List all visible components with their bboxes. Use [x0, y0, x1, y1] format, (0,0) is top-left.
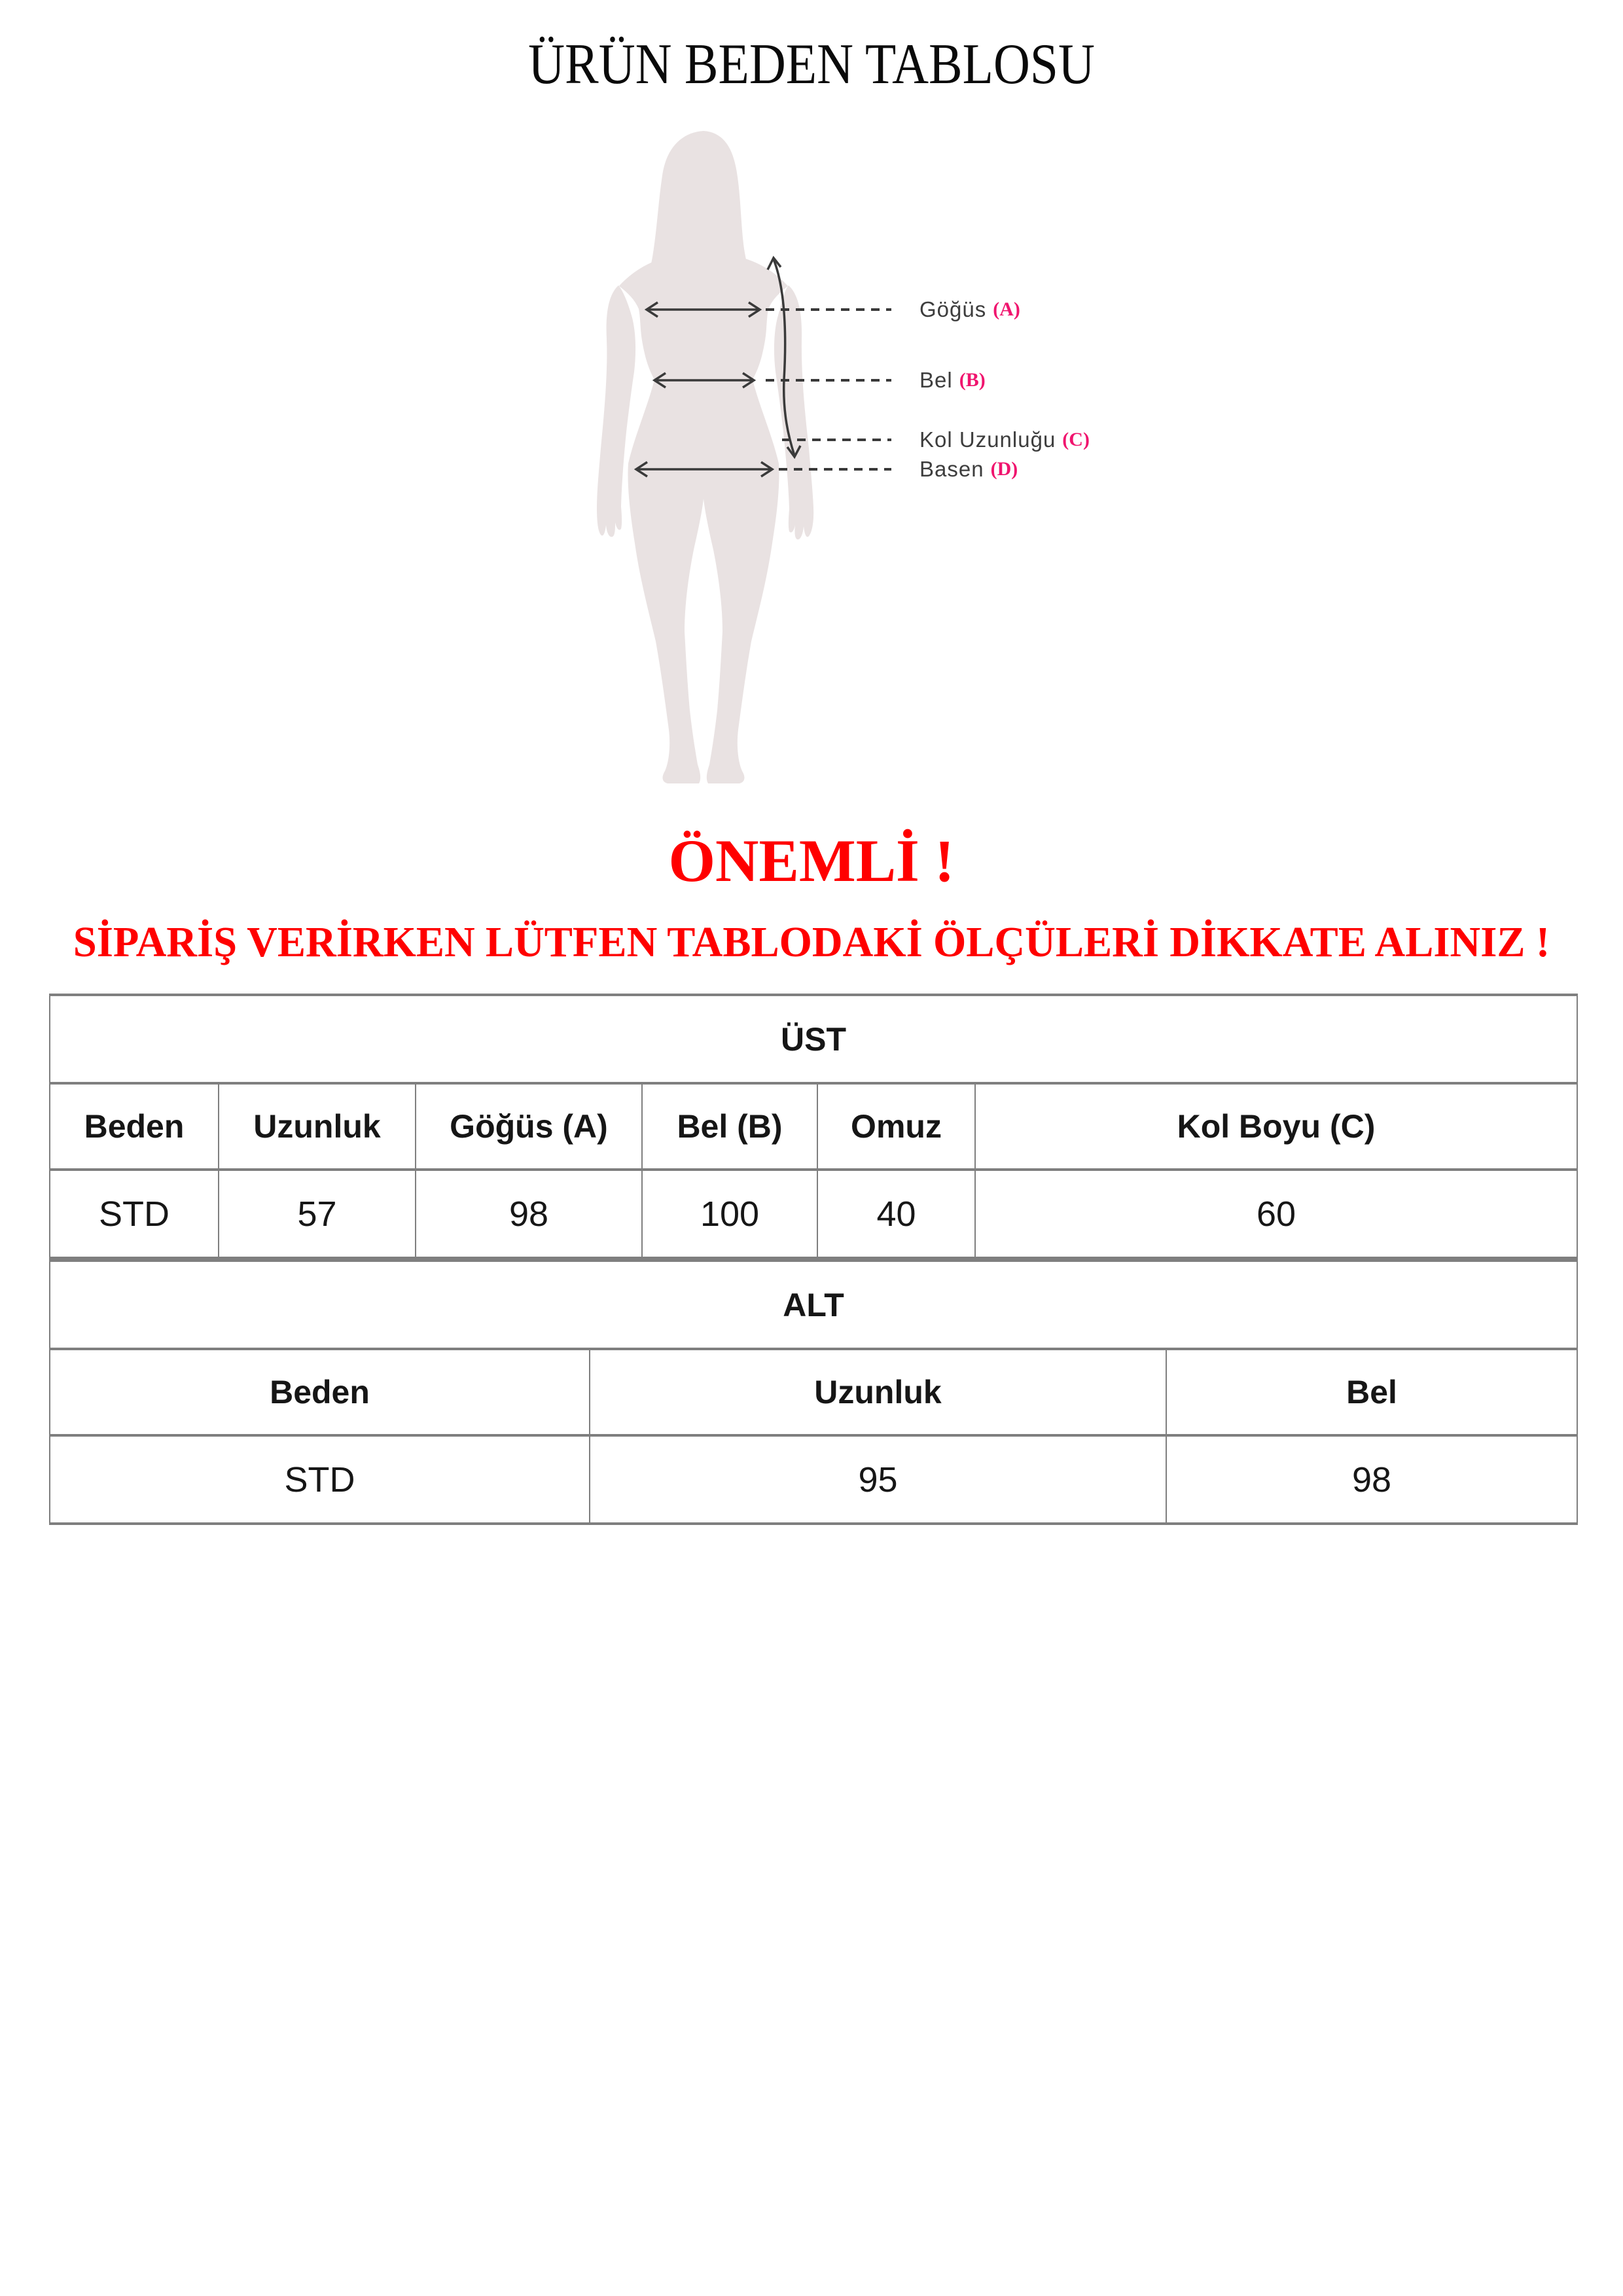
- page-title: ÜRÜN BEDEN TABLOSU: [528, 33, 1095, 96]
- ust-header-omuz: Omuz: [817, 1083, 975, 1170]
- silhouette-right-arm: [774, 285, 813, 539]
- ust-value-bel: 100: [642, 1170, 817, 1258]
- alt-value-beden: STD: [50, 1435, 590, 1524]
- measurement-label-hip: [919, 452, 1018, 486]
- waist-label-text: Bel: [919, 368, 953, 392]
- female-body-silhouette: [556, 118, 897, 798]
- warning-heading: ÖNEMLİ !: [668, 827, 955, 894]
- alt-header-bel: Bel: [1166, 1349, 1577, 1435]
- ust-header-uzunluk: Uzunluk: [219, 1083, 416, 1170]
- ust-header-gogus: Göğüs (A): [416, 1083, 642, 1170]
- hip-label-text: Basen: [919, 457, 984, 481]
- sleeve-label-letter: (C): [1062, 429, 1090, 450]
- alt-header-row: [50, 1349, 1577, 1435]
- size-table-alt: [49, 1259, 1578, 1525]
- ust-value-beden: STD: [50, 1170, 219, 1258]
- ust-value-gogus: 98: [416, 1170, 642, 1258]
- alt-section-row: [50, 1261, 1577, 1349]
- size-tables: [49, 994, 1577, 1525]
- alt-value-bel: 98: [1166, 1435, 1577, 1524]
- alt-header-beden: Beden: [50, 1349, 590, 1435]
- silhouette-hair: [640, 131, 758, 293]
- alt-section-label: ALT: [50, 1261, 1577, 1349]
- waist-label-letter: (B): [959, 369, 986, 391]
- body-measurement-diagram: [0, 0, 1623, 825]
- alt-data-row: [50, 1435, 1577, 1524]
- ust-header-bel: Bel (B): [642, 1083, 817, 1170]
- ust-section-label: ÜST: [50, 995, 1577, 1083]
- silhouette-body: [619, 255, 788, 783]
- ust-value-uzunluk: 57: [219, 1170, 416, 1258]
- size-table-ust: [49, 994, 1578, 1259]
- ust-section-row: [50, 995, 1577, 1083]
- chest-label-text: Göğüs: [919, 297, 987, 321]
- ust-header-row: [50, 1083, 1577, 1170]
- sleeve-label-text: Kol Uzunluğu: [919, 427, 1056, 452]
- alt-value-uzunluk: 95: [590, 1435, 1166, 1524]
- ust-value-omuz: 40: [817, 1170, 975, 1258]
- measurement-label-chest: [919, 293, 1020, 327]
- ust-data-row: [50, 1170, 1577, 1258]
- ust-header-kol-boyu: Kol Boyu (C): [975, 1083, 1577, 1170]
- chest-label-letter: (A): [993, 298, 1020, 320]
- hip-label-letter: (D): [990, 458, 1018, 480]
- ust-value-kol-boyu: 60: [975, 1170, 1577, 1258]
- ust-header-beden: Beden: [50, 1083, 219, 1170]
- warning-subheading: SİPARİŞ VERİRKEN LÜTFEN TABLODAKİ ÖLÇÜLERİ DİKKATE ALINIZ !: [73, 918, 1550, 966]
- measurement-label-waist: [919, 363, 986, 397]
- alt-header-uzunluk: Uzunluk: [590, 1349, 1166, 1435]
